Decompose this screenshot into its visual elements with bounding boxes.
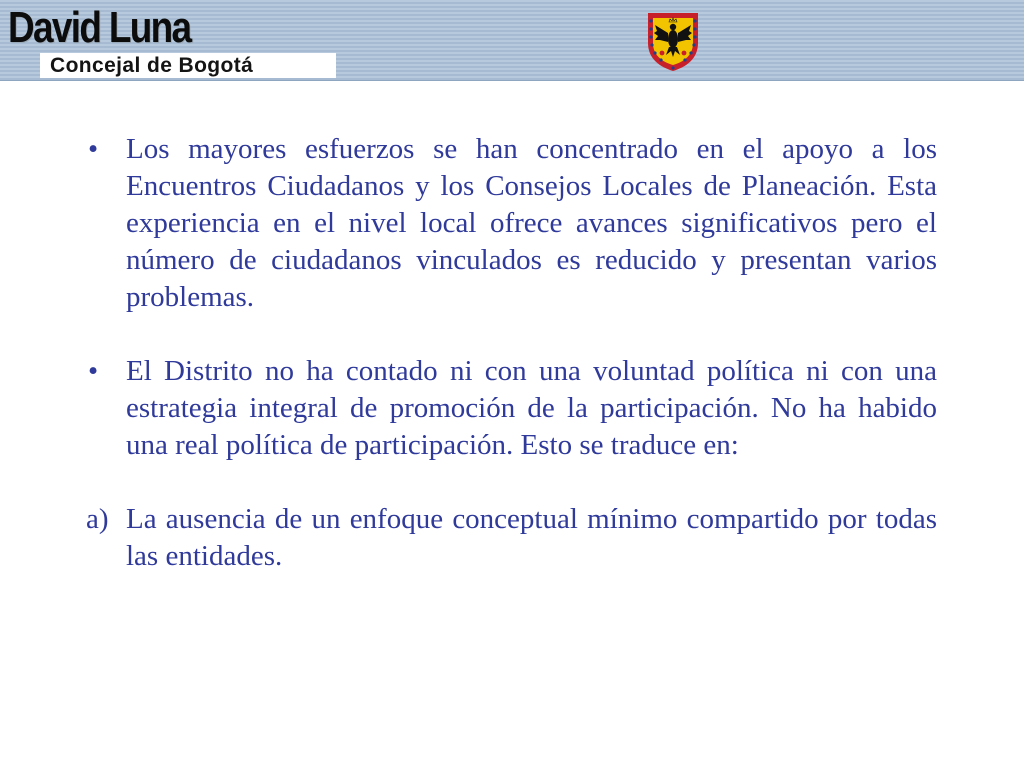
brand-role: Concejal de Bogotá [50, 54, 254, 77]
brand-name: David Luna [8, 3, 191, 52]
bullet-marker: • [88, 355, 99, 387]
slide-body [86, 131, 937, 575]
bullet-text: El Distrito no ha contado ni con una voluntad política ni con una estrategia integral de promoción de la participación. No ha habido una real política de participación. Esto se traduce en: [126, 355, 937, 461]
bogota-coat-of-arms-icon [642, 9, 704, 73]
bullet-item [86, 353, 937, 464]
bullet-text: Los mayores esfuerzos se han concentrado en el apoyo a los Encuentros Ciudadanos y los Consejos Locales de Planeación. Esta experiencia en el nivel local ofrece avances significativos pero el número de ciudadanos vinculados es reducido y presentan varios problemas. [126, 133, 937, 313]
bullet-marker: • [88, 133, 99, 165]
lettered-text: La ausencia de un enfoque conceptual mínimo compartido por todas las entidades. [126, 503, 937, 572]
bullet-item [86, 131, 937, 316]
header-banner [0, 0, 1024, 81]
letter-marker: a) [86, 503, 109, 535]
lettered-item [86, 501, 937, 575]
brand-role-box [40, 53, 336, 78]
